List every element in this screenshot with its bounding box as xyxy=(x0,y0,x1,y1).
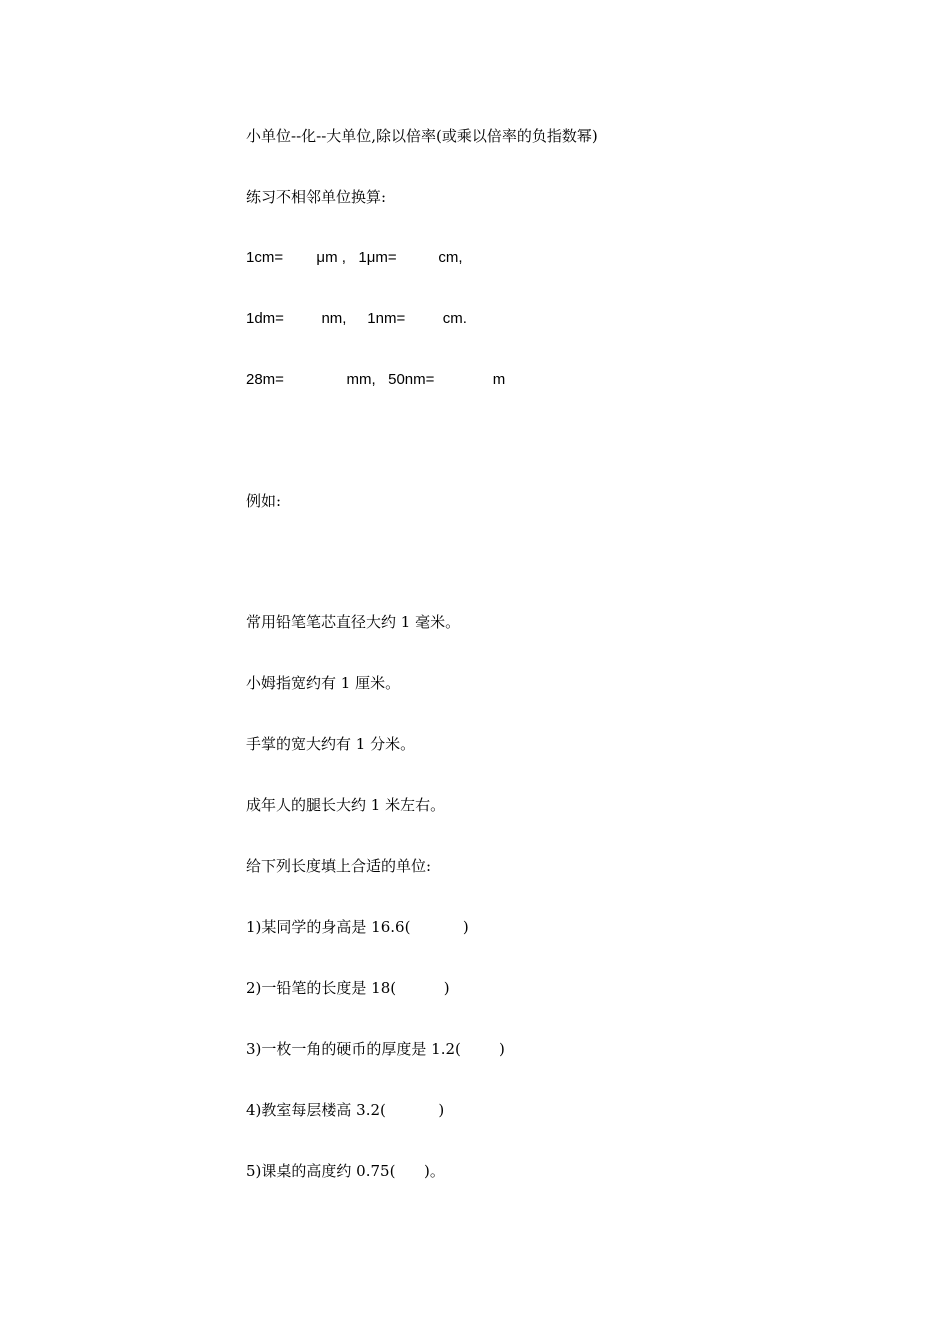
example-finger: 小姆指宽约有 1 厘米。 xyxy=(246,674,401,692)
example-pencil: 常用铅笔笔芯直径大约 1 毫米。 xyxy=(246,613,461,631)
question-3: 3)一枚一角的硬币的厚度是 1.2( ) xyxy=(246,1040,505,1058)
exercise-line-3: 28m= mm, 50nm= m xyxy=(246,371,506,388)
question-2: 2)一铅笔的长度是 18( ) xyxy=(246,979,450,997)
fill-units-heading: 给下列长度填上合适的单位: xyxy=(246,857,432,875)
exercise-line-2: 1dm= nm, 1nm= cm. xyxy=(246,310,467,327)
exercise-line-1: 1cm= μm , 1μm= cm, xyxy=(246,249,463,266)
question-5: 5)课桌的高度约 0.75( )。 xyxy=(246,1162,445,1180)
exercise-heading: 练习不相邻单位换算: xyxy=(246,188,387,206)
question-1: 1)某同学的身高是 16.6( ) xyxy=(246,918,469,936)
example-heading: 例如: xyxy=(246,492,282,510)
example-leg: 成年人的腿长大约 1 米左右。 xyxy=(246,796,446,814)
unit-conversion-rule: 小单位--化--大单位,除以倍率(或乘以倍率的负指数幂) xyxy=(246,127,598,145)
example-palm: 手掌的宽大约有 1 分米。 xyxy=(246,735,416,753)
question-4: 4)教室每层楼高 3.2( ) xyxy=(246,1101,445,1119)
